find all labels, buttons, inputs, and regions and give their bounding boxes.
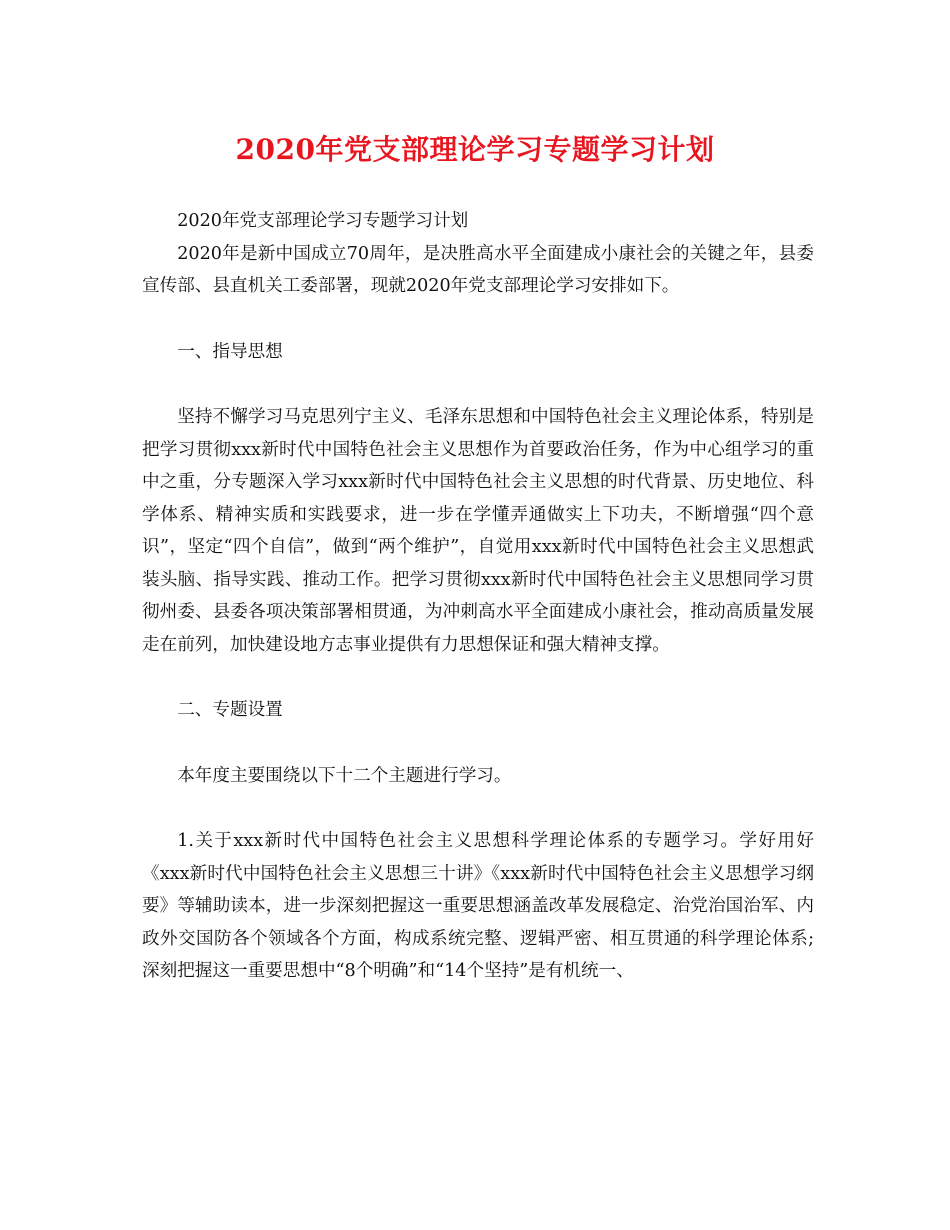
paragraph-subtitle: 2020年党支部理论学习专题学习计划: [177, 211, 469, 231]
section-heading-guiding-thought: 一、指导思想: [177, 341, 283, 362]
paragraph-guiding-thought: 坚持不懈学习马克思列宁主义、毛泽东思想和中国特色社会主义理论体系，特别是把学习贯彻xxx新时代中国特色社会主义思想作为首要政治任务，作为中心组学习的重中之重，分专题深入学习xxx新时代中国特色社会主义思想的时代背景、历史地位、科学体系、精神实质和实践要求，进一步在学懂弄通做实上下功夫，不断增强“四个意识”，坚定“四个自信”，做到“两个维护”，自觉用xxx新时代中国特色社会主义思想武装头脑、指导实践、推动工作。把学习贯彻xxx新时代中国特色社会主义思想同学习贯彻州委、县委各项决策部署相贯通，为冲刺高水平全面建成小康社会，推动高质量发展走在前列，加快建设地方志事业提供有力思想保证和强大精神支撑。: [142, 407, 814, 655]
document-body: [142, 205, 814, 988]
paragraph-intro: 2020年是新中国成立70周年，是决胜高水平全面建成小康社会的关键之年，县委宣传部、县直机关工委部署，现就2020年党支部理论学习安排如下。: [142, 243, 814, 296]
section-heading-topics: 二、专题设置: [177, 700, 283, 720]
paragraph-topics-intro: 本年度主要围绕以下十二个主题进行学习。: [177, 765, 512, 786]
document-title: 2020年党支部理论学习专题学习计划: [235, 133, 715, 166]
paragraph-topic-1: 1.关于xxx新时代中国特色社会主义思想科学理论体系的专题学习。学好用好《xxx新时代中国特色社会主义思想三十讲》《xxx新时代中国特色社会主义思想学习纲要》等辅助读本，进一步深刻把握这一重要思想涵盖改革发展稳定、治党治国治军、内政外交国防各个领域各个方面，构成系统完整、逻辑严密、相互贯通的科学理论体系;深刻把握这一重要思想中“8个明确”和“14个坚持”是有机统一、: [142, 831, 814, 981]
